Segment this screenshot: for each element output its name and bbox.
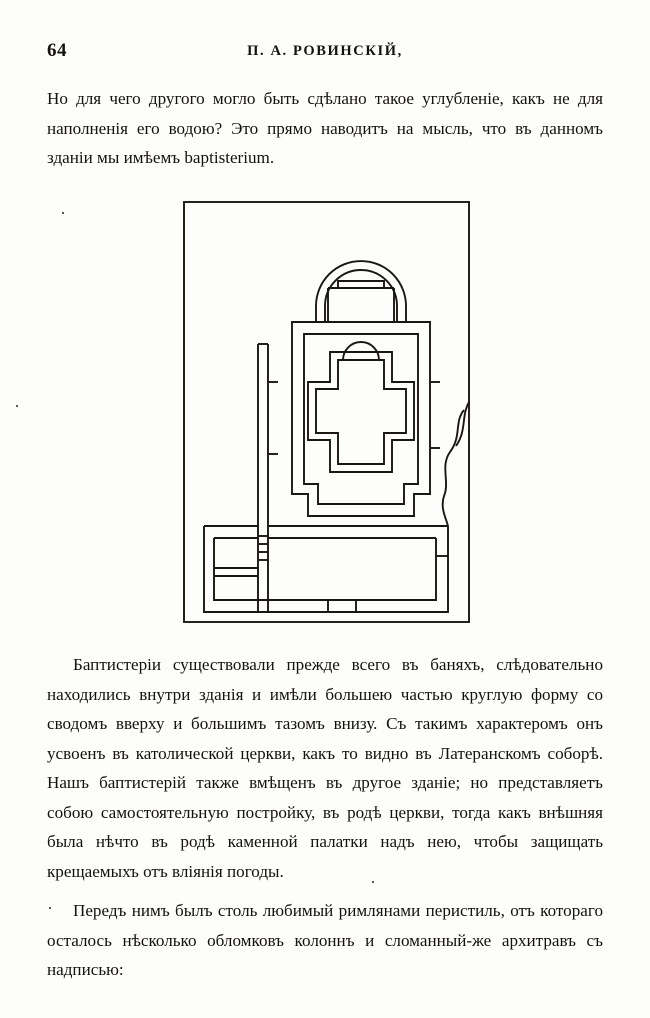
paragraph-2	[47, 650, 603, 886]
page-header	[0, 40, 650, 62]
print-speck	[49, 907, 51, 909]
page-number: 64	[47, 40, 67, 61]
print-speck	[16, 405, 18, 407]
paragraph-3	[47, 896, 603, 985]
paragraph-1	[47, 84, 603, 173]
running-head: П. А. РОВИНСКІЙ,	[247, 43, 403, 59]
paragraph-2-text: Баптистеріи существовали прежде всего въ баняхъ, слѣдовательно находились внутри зданія и имѣли большею частью круглую форму со сводомъ вверху и большимъ тазомъ внизу. Съ такимъ характеромъ онъ усвоенъ въ католической церкви, какъ то видно въ Латеранскомъ соборѣ. Нашъ баптистерій также вмѣщенъ въ другое зданіе; но представляетъ собою самостоятельную постройку, въ родѣ церкви, тогда какъ внѣшняя была нѣчто въ родѣ каменной палатки надъ нею, чтобы защищать крещаемыхъ отъ вліянія погоды.	[47, 655, 603, 881]
figure-baptistery-plan	[178, 196, 475, 628]
print-speck	[62, 212, 64, 214]
print-speck	[372, 881, 374, 883]
paragraph-3-text: Передъ нимъ былъ столь любимый римлянами перистиль, отъ котораго осталось нѣсколько обломковъ колоннъ и сломанный-же архитравъ съ надписью:	[47, 901, 603, 979]
paragraph-1-text: Но для чего другого могло быть сдѣлано такое углубленіе, какъ не для наполненія его водою? Это прямо наводитъ на мысль, что въ данномъ зданіи мы имѣемъ baptisterium.	[47, 89, 603, 167]
figure-drawing	[178, 196, 475, 628]
